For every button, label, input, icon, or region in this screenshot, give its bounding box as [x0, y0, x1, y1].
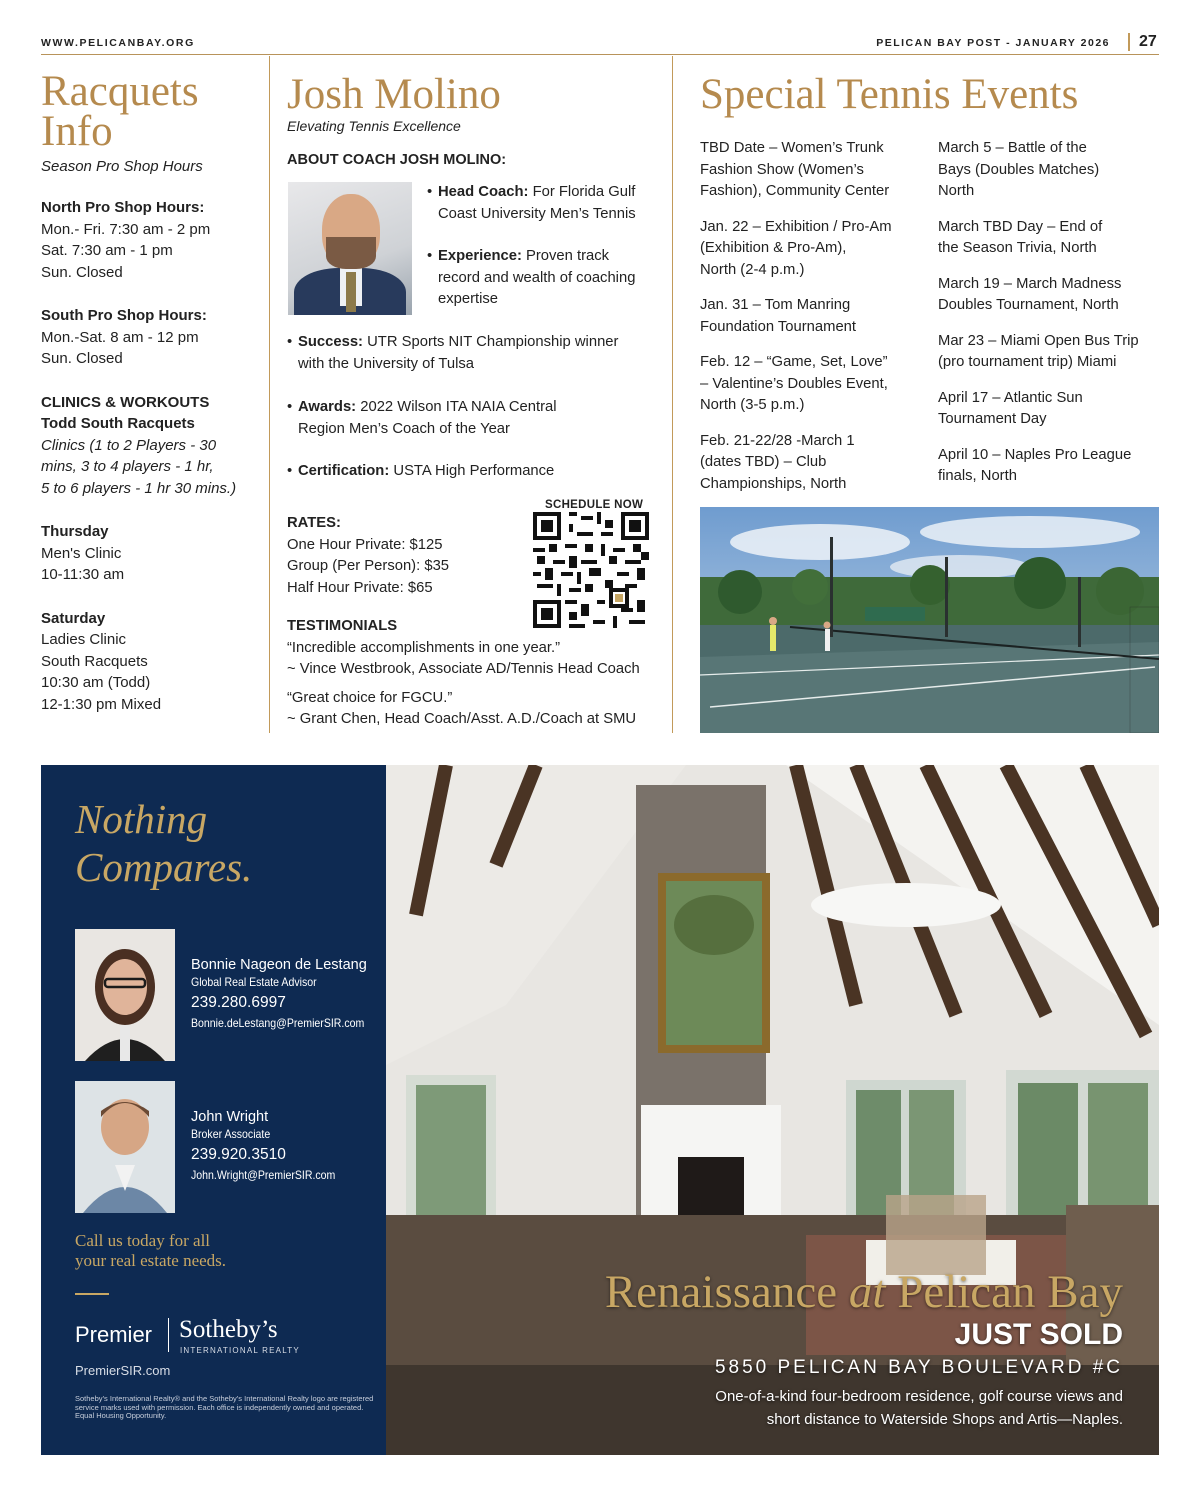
event-line: Tournament Day — [938, 411, 1047, 427]
testimonial-author: ~ Grant Chen, Head Coach/Asst. A.D./Coach at SMU — [287, 711, 637, 727]
agent-photo-john — [75, 1081, 175, 1213]
agent-title: Global Real Estate Advisor — [191, 975, 317, 989]
event-line: (Exhibition & Pro-Am), — [700, 240, 847, 256]
page-number: 27 — [1139, 33, 1157, 50]
coach-tagline: Elevating Tennis Excellence — [287, 118, 461, 134]
saturday-clinic: Saturday Ladies Clinic South Racquets 10:30 am (Todd) 12-1:30 pm Mixed — [41, 609, 162, 713]
bullet-experience: • Experience: Proven track record and wealth of coaching expertise — [427, 248, 636, 307]
event-line: Doubles Tournament, North — [938, 297, 1119, 313]
event-line: finals, North — [938, 468, 1017, 484]
header-rule — [41, 54, 1159, 55]
agent-phone[interactable]: 239.920.3510 — [191, 1146, 286, 1163]
brand-sothebys: Sotheby’s — [179, 1316, 278, 1343]
bullet-head-coach: • Head Coach: For Florida Gulf Coast University Men’s Tennis — [427, 184, 636, 222]
event-line: Jan. 31 – Tom Manring — [700, 297, 851, 313]
event-line: March TBD Day – End of — [938, 218, 1103, 235]
event-line: the Season Trivia, North — [938, 240, 1097, 256]
agent-photo-bonnie — [75, 929, 175, 1061]
agent-name: Bonnie Nageon de Lestang — [191, 957, 367, 973]
event-item — [938, 331, 1160, 374]
north-hours: North Pro Shop Hours: Mon.- Fri. 7:30 am - 2 pm Sat. 7:30 am - 1 pm Sun. Closed — [41, 199, 211, 281]
event-line: – Valentine’s Doubles Event, — [700, 375, 888, 392]
clinics-workouts: CLINICS & WORKOUTS Todd South Racquets Clinics (1 to 2 Players - 30 mins, 3 to 4 players - 1 hr, 5 to 6 players - 1 hr 30 mins.) — [41, 393, 237, 497]
agent-phone[interactable]: 239.280.6997 — [191, 994, 286, 1011]
header-divider — [1128, 33, 1130, 51]
event-line: Championships, North — [700, 475, 847, 492]
listing-address: 5850 PELICAN BAY BOULEVARD #C — [714, 1357, 1123, 1378]
event-line: Feb. 21-22/28 -March 1 — [700, 432, 855, 449]
event-item — [700, 295, 925, 338]
event-line: Bays (Doubles Matches) — [938, 161, 1100, 178]
event-item — [938, 138, 1160, 203]
event-line: Jan. 22 – Exhibition / Pro-Am — [700, 218, 892, 235]
column-divider-2 — [672, 56, 673, 733]
event-line: April 17 – Atlantic Sun — [938, 389, 1083, 406]
listing-panel — [386, 765, 1159, 1455]
brokerage-website[interactable]: PremierSIR.com — [75, 1363, 171, 1378]
coach-photo — [288, 182, 412, 315]
ad-headline: Nothing Compares. — [75, 796, 253, 890]
listing-description: One-of-a-kind four-bedroom residence, golf course views and short distance to Waterside Shops and Artis—Naples. — [715, 1388, 1123, 1428]
testimonial-author: ~ Vince Westbrook, Associate AD/Tennis Head Coach — [287, 661, 640, 677]
event-line: April 10 – Naples Pro League — [938, 446, 1132, 463]
bullet-certification: • Certification: USTA High Performance — [287, 463, 555, 479]
listing-name: Renaissance at Pelican Bay — [604, 1266, 1123, 1318]
tennis-courts-photo — [700, 507, 1159, 733]
website-url[interactable]: WWW.PELICANBAY.ORG — [41, 37, 195, 49]
event-line: Foundation Tournament — [700, 318, 857, 335]
event-item — [938, 445, 1160, 488]
event-line: Fashion), Community Center — [700, 183, 890, 199]
racquets-title: Racquets Info — [41, 68, 199, 155]
brand-divider — [168, 1318, 169, 1352]
event-line: Mar 23 – Miami Open Bus Trip — [938, 332, 1139, 349]
event-line: March 5 – Battle of the — [938, 140, 1087, 156]
event-item — [700, 431, 925, 496]
brand-international-realty: INTERNATIONAL REALTY — [180, 1346, 300, 1355]
event-item — [700, 217, 925, 282]
schedule-qr-code[interactable] — [533, 512, 649, 628]
event-line: North (3-5 p.m.) — [700, 397, 805, 413]
agent-info-john — [191, 1108, 355, 1184]
events-section — [700, 71, 1160, 492]
event-line: (pro tournament trip) Miami — [938, 354, 1117, 370]
bullet-awards: • Awards: 2022 Wilson ITA NAIA Central Region Men’s Coach of the Year — [287, 399, 557, 437]
event-line: North — [938, 183, 975, 199]
schedule-now-label: SCHEDULE NOW — [545, 499, 644, 511]
agent-email[interactable]: Bonnie.deLestang@PremierSIR.com — [191, 1016, 365, 1030]
south-hours: South Pro Shop Hours: Mon.-Sat. 8 am - 12 pm Sun. Closed — [41, 307, 207, 367]
racquets-subtitle: Season Pro Shop Hours — [41, 158, 203, 175]
event-line: TBD Date – Women’s Trunk — [700, 140, 884, 156]
legal-fine-print: Sotheby’s International Realty® and the Sotheby’s International Realty logo are registered service marks used with permission. Each office is independently owned and operated. Equal Housing Opportunity. — [75, 1394, 374, 1420]
about-heading: ABOUT COACH JOSH MOLINO: — [287, 152, 507, 168]
event-line: North (2-4 p.m.) — [700, 261, 805, 278]
event-line: March 19 – March Madness — [938, 275, 1122, 292]
event-item — [938, 274, 1160, 317]
event-line: Feb. 12 – “Game, Set, Love” — [700, 354, 888, 370]
events-list-right — [938, 138, 1160, 502]
rates-block: RATES: One Hour Private: $125 Group (Per Person): $35 Half Hour Private: $65 — [287, 515, 450, 596]
page-header — [0, 0, 1200, 56]
testimonial-quote: “Incredible accomplishments in one year.” — [287, 639, 561, 656]
event-item — [938, 388, 1160, 431]
event-item — [700, 138, 925, 203]
testimonials-block: TESTIMONIALS “Incredible accomplishments in one year.” ~ Vince Westbrook, Associate AD/Tennis Head Coach “Great choice for FGCU.” ~ Grant Chen, Head Coach/Asst. A.D./Coach at SMU — [287, 616, 657, 731]
events-list-left — [700, 138, 925, 509]
ad-agent-panel — [41, 765, 386, 1455]
listing-status: JUST SOLD — [954, 1318, 1123, 1351]
real-estate-ad — [41, 765, 1159, 1455]
column-divider-1 — [269, 56, 270, 733]
racquets-info-section — [41, 68, 266, 715]
events-title: Special Tennis Events — [700, 71, 1079, 118]
agent-info-bonnie — [191, 956, 388, 1032]
agent-name: John Wright — [191, 1109, 269, 1125]
coach-section — [287, 71, 657, 727]
brand-premier: Premier — [75, 1322, 153, 1347]
bullet-success: • Success: UTR Sports NIT Championship winner with the University of Tulsa — [287, 334, 619, 372]
publication-title: PELICAN BAY POST - JANUARY 2026 — [876, 37, 1110, 49]
event-item — [938, 217, 1160, 260]
thursday-clinic: Thursday Men's Clinic 10-11:30 am — [41, 523, 125, 583]
event-line: Fashion Show (Women’s — [700, 161, 864, 178]
gold-dash — [75, 1293, 109, 1295]
event-line: (dates TBD) – Club — [700, 454, 827, 470]
agent-email[interactable]: John.Wright@PremierSIR.com — [191, 1168, 336, 1182]
agent-title: Broker Associate — [191, 1127, 271, 1141]
testimonial-quote: “Great choice for FGCU.” — [287, 689, 453, 706]
coach-name: Josh Molino — [287, 71, 501, 118]
event-item — [700, 352, 925, 417]
call-to-action: Call us today for all your real estate needs. — [75, 1231, 227, 1270]
